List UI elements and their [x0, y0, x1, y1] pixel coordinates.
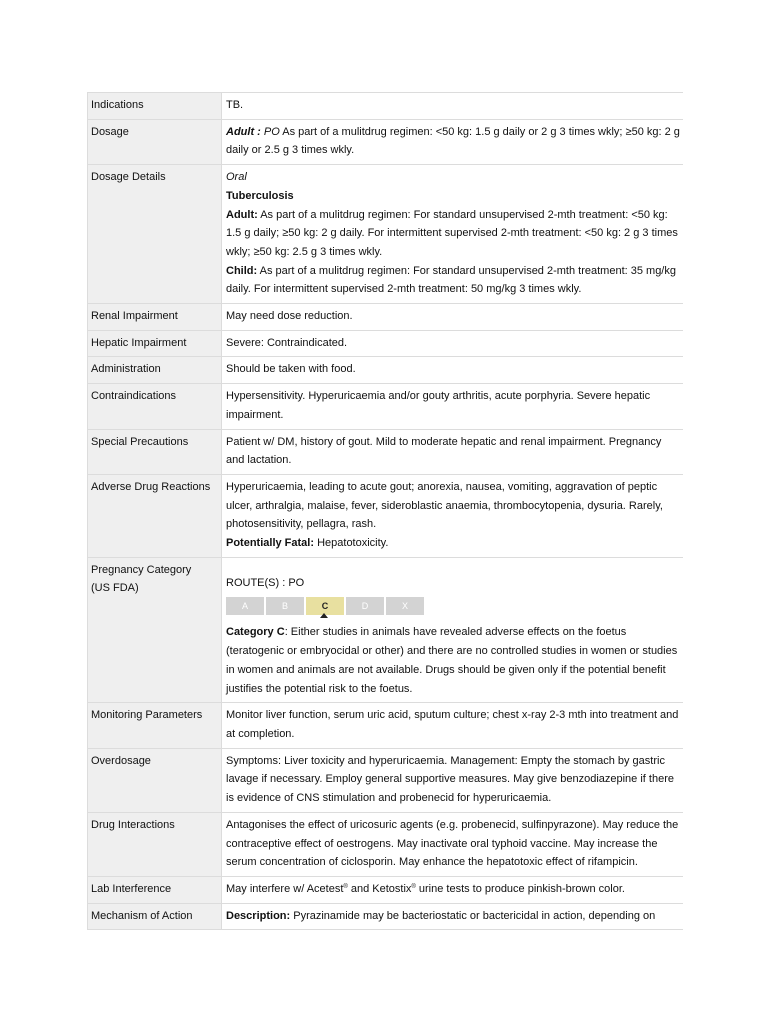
- table-row: [88, 384, 684, 429]
- table-row: [88, 429, 684, 474]
- table-row: [88, 165, 684, 304]
- details-child-text: As part of a mulitdrug regimen: For standard unsupervised 2-mth treatment: 35 mg/kg daily. For intermittent supervised 2-mth treatment: 50 mg/kg 3 times wkly.: [226, 264, 676, 296]
- adverse-fatal: [226, 534, 681, 553]
- mechanism-text: Pyrazinamide may be bacteriostatic or bactericidal in action, depending on: [290, 909, 656, 922]
- pregnancy-category-text: [226, 623, 681, 698]
- row-label: [88, 557, 222, 703]
- row-value: [222, 165, 684, 304]
- table-row: [88, 703, 684, 748]
- row-label: Drug Interactions: [88, 812, 222, 876]
- row-label: Special Precautions: [88, 429, 222, 474]
- dosage-text: As part of a mulitdrug regimen: <50 kg: 1.5 g daily or 2 g 3 times wkly; ≥50 kg: 2 g daily or 2.5 g 3 times wkly.: [226, 125, 680, 157]
- table-row: [88, 304, 684, 331]
- table-row: [88, 474, 684, 557]
- row-value: TB.: [222, 93, 684, 120]
- pregnancy-label-line2: (US FDA): [91, 582, 139, 595]
- table-row: [88, 903, 684, 930]
- details-heading: Tuberculosis: [226, 189, 294, 202]
- row-label: Contraindications: [88, 384, 222, 429]
- row-label: Overdosage: [88, 748, 222, 812]
- registered-mark: ®: [411, 883, 416, 890]
- lab-text-a: May interfere w/ Acetest: [226, 882, 344, 895]
- row-value: Hypersensitivity. Hyperuricaemia and/or gouty arthritis, acute porphyria. Severe hepatic impairment.: [222, 384, 684, 429]
- registered-mark: ®: [343, 883, 348, 890]
- pregnancy-label-line1: Pregnancy Category: [91, 563, 192, 576]
- row-value: Monitor liver function, serum uric acid, sputum culture; chest x-ray 2-3 mth into treatment and at completion.: [222, 703, 684, 748]
- row-label: Indications: [88, 93, 222, 120]
- row-label: Dosage: [88, 119, 222, 164]
- row-value: [222, 557, 684, 703]
- row-label: Monitoring Parameters: [88, 703, 222, 748]
- category-desc: : Either studies in animals have revealed adverse effects on the foetus (teratogenic or embryocidal or other) and there are no controlled studies in women or studies in women and animals are not available. Drugs should be given only if the potential benefit justifies the potential risk to the foetus.: [226, 626, 678, 695]
- table-row: [88, 330, 684, 357]
- dosage-route: PO: [263, 125, 280, 138]
- mechanism-desc-label: Description:: [226, 909, 291, 922]
- row-label: Adverse Drug Reactions: [88, 474, 222, 557]
- pregnancy-category-x: X: [386, 597, 424, 615]
- pregnancy-category-c: C: [306, 597, 344, 615]
- row-label: Dosage Details: [88, 165, 222, 304]
- adverse-text: Hyperuricaemia, leading to acute gout; anorexia, nausea, vomiting, aggravation of peptic ulcer, arthralgia, malaise, fever, sideroblastic anaemia, thrombocytopenia, dysuria. Rarely, photosensitivity, pellagra, rash.: [226, 480, 663, 531]
- row-value: [222, 119, 684, 164]
- pregnancy-route: ROUTE(S) : PO: [226, 576, 305, 589]
- details-child-label: Child:: [226, 264, 258, 277]
- details-child: [226, 262, 681, 299]
- row-label: Hepatic Impairment: [88, 330, 222, 357]
- details-adult: [226, 206, 681, 262]
- lab-text-c: urine tests to produce pinkish-brown color.: [415, 882, 625, 895]
- table-row: [88, 748, 684, 812]
- row-value: [222, 876, 684, 903]
- pregnancy-category-d: D: [346, 597, 384, 615]
- monograph-table: [87, 92, 683, 930]
- details-route: Oral: [226, 171, 247, 184]
- table-row: [88, 876, 684, 903]
- pregnancy-category-a: A: [226, 597, 264, 615]
- row-value: [222, 903, 684, 930]
- table-row: [88, 812, 684, 876]
- pregnancy-category-b: B: [266, 597, 304, 615]
- row-value: Severe: Contraindicated.: [222, 330, 684, 357]
- details-adult-text: As part of a mulitdrug regimen: For standard unsupervised 2-mth treatment: <50 kg: 1.5 g daily; ≥50 kg: 2 g daily. For intermittent supervised 2-mth treatment: <50 kg: 2 g 3 times wkly; ≥50 kg: 2.5 g 3 times wkly.: [226, 208, 678, 258]
- row-value: [222, 474, 684, 557]
- row-value: May need dose reduction.: [222, 304, 684, 331]
- selected-category-marker-icon: [226, 615, 681, 623]
- fatal-text: Hepatotoxicity.: [314, 537, 389, 550]
- fatal-label: Potentially Fatal:: [226, 537, 315, 550]
- row-value: Antagonises the effect of uricosuric agents (e.g. probenecid, sulfinpyrazone). May reduce the contraceptive effect of oestrogens. May inactivate oral typhoid vaccine. May increase the serum concentration of ciclosporin. May enhance the hepatotoxic effect of rifampicin.: [222, 812, 684, 876]
- lab-text-b: and Ketostix: [347, 882, 412, 895]
- table-row: [88, 119, 684, 164]
- table-row: [88, 93, 684, 120]
- row-label: Renal Impairment: [88, 304, 222, 331]
- details-adult-label: Adult:: [226, 208, 258, 221]
- category-label: Category C: [226, 626, 285, 639]
- row-label: Administration: [88, 357, 222, 384]
- row-value: Patient w/ DM, history of gout. Mild to moderate hepatic and renal impairment. Pregnancy and lactation.: [222, 429, 684, 474]
- row-value: Should be taken with food.: [222, 357, 684, 384]
- row-label: Mechanism of Action: [88, 903, 222, 930]
- dosage-adult-label: Adult :: [226, 125, 264, 138]
- table-row: [88, 357, 684, 384]
- row-label: Lab Interference: [88, 876, 222, 903]
- table-row: [88, 557, 684, 703]
- row-value: Symptoms: Liver toxicity and hyperuricaemia. Management: Empty the stomach by gastric lavage if necessary. Employ general supportive measures. May give benzodiazepine if there is evidence of CNS stimulation and probenecid for hyperuricaemia.: [222, 748, 684, 812]
- pregnancy-category-scale: [226, 597, 681, 615]
